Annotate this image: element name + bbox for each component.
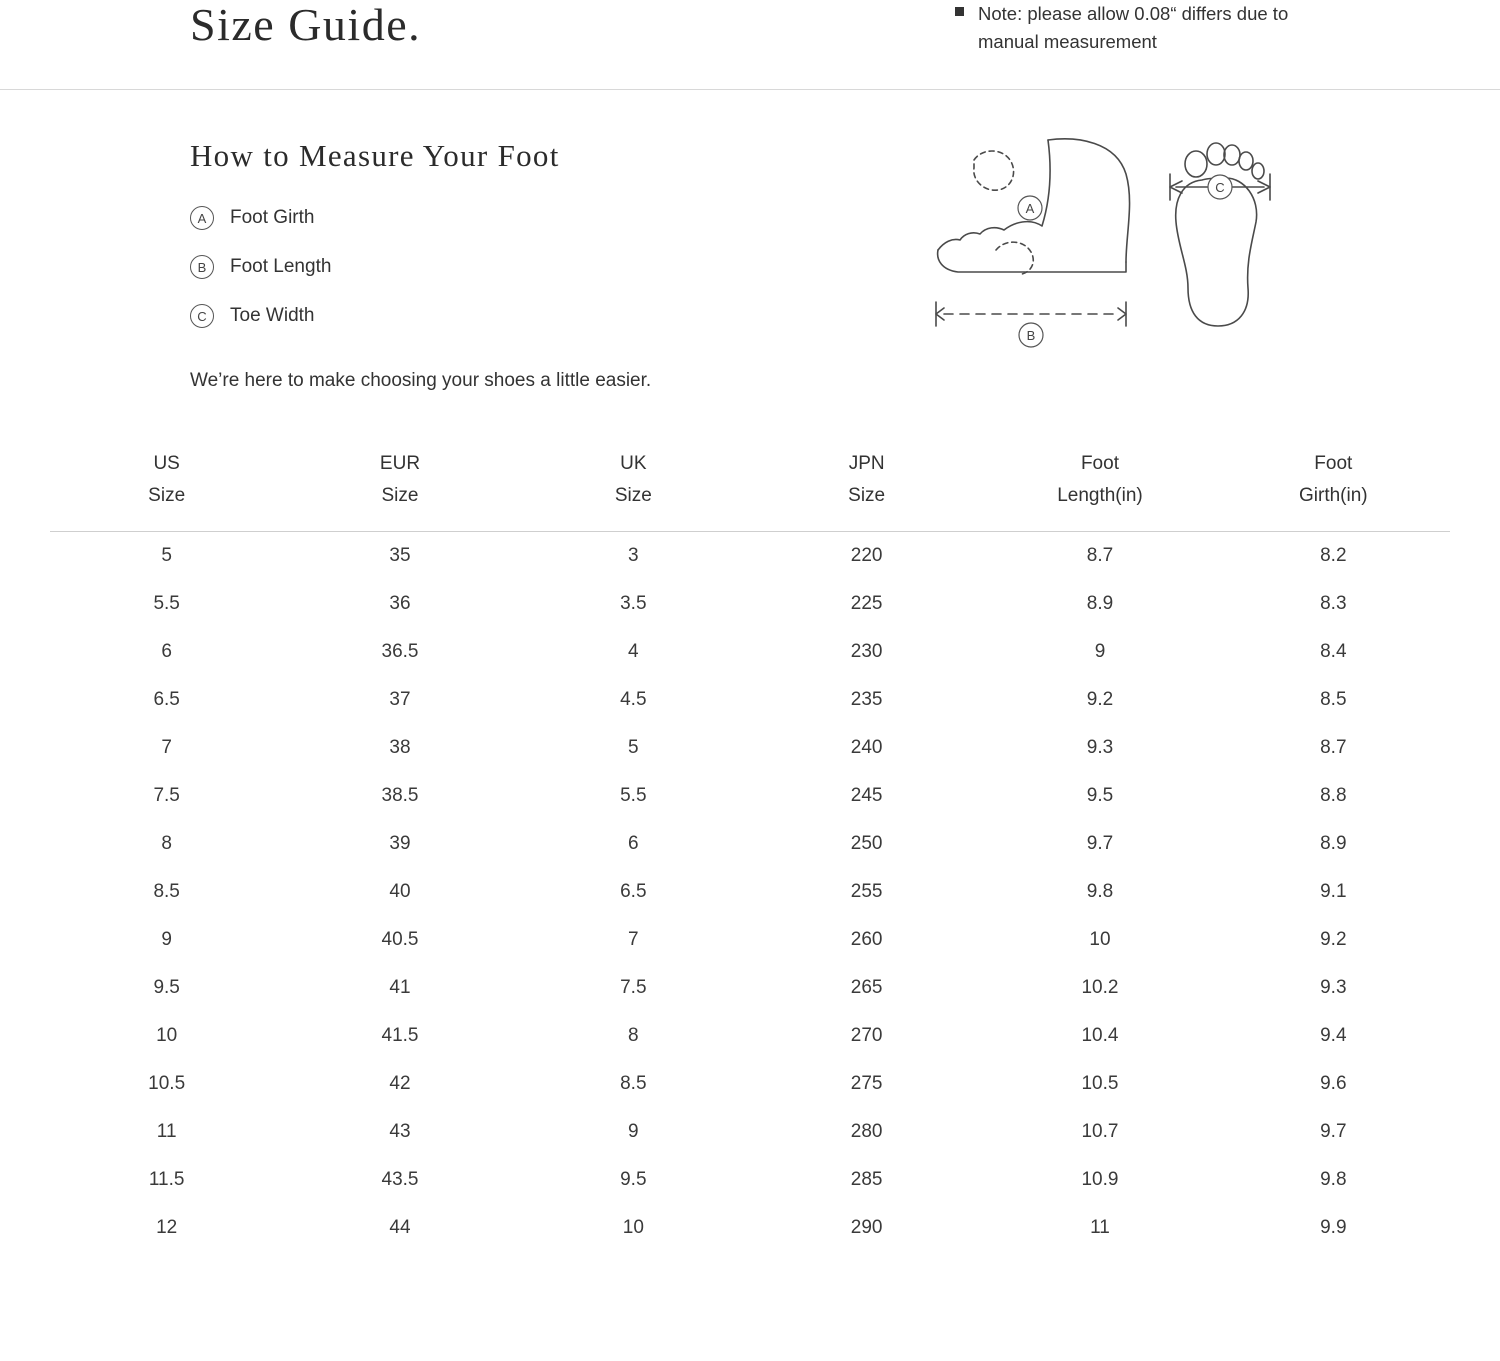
- table-cell: 38: [389, 736, 411, 758]
- table-cell: 7.5: [620, 976, 647, 998]
- table-cell: 240: [850, 736, 883, 758]
- table-cell: 10.9: [1081, 1168, 1119, 1190]
- marker-b-icon: B: [190, 255, 214, 279]
- table-row: [50, 820, 1450, 868]
- table-row: [50, 1204, 1450, 1252]
- table-cell: 9.2: [1086, 688, 1114, 710]
- table-cell: 41.5: [381, 1024, 419, 1046]
- measurement-note: [955, 0, 1318, 56]
- table-cell: 9.6: [1320, 1072, 1347, 1094]
- table-cell: 9.8: [1320, 1168, 1347, 1190]
- table-cell: 9.8: [1086, 880, 1114, 902]
- table-cell: 270: [850, 1024, 883, 1046]
- size-table: [50, 447, 1450, 1252]
- table-cell: 8.4: [1320, 640, 1347, 662]
- table-cell: 290: [850, 1216, 883, 1238]
- table-cell: 8.8: [1320, 784, 1347, 806]
- table-row: [50, 964, 1450, 1012]
- table-cell: 5.5: [153, 592, 180, 614]
- table-row: [50, 628, 1450, 676]
- table-row: [50, 580, 1450, 628]
- table-cell: 35: [389, 544, 411, 566]
- column-header-uk-size: [517, 447, 750, 531]
- table-cell: 9: [1094, 640, 1106, 662]
- column-header-line2: Size: [148, 485, 186, 507]
- table-cell: 8.3: [1320, 592, 1347, 614]
- column-header-line1: Foot: [1080, 453, 1119, 474]
- table-cell: 8.2: [1320, 544, 1347, 566]
- page-header: [0, 0, 1500, 90]
- table-cell: 8.7: [1320, 736, 1347, 758]
- column-header-foot-length: [983, 447, 1216, 531]
- table-cell: 7: [161, 736, 172, 758]
- table-cell: 9.7: [1320, 1120, 1347, 1142]
- table-cell: 8: [161, 832, 172, 854]
- table-row: [50, 676, 1450, 724]
- section-title: How to Measure Your Foot: [190, 138, 560, 173]
- table-cell: 6: [628, 832, 639, 854]
- table-cell: 8: [628, 1024, 639, 1046]
- column-header-line2: Length(in): [1057, 485, 1143, 507]
- marker-c-icon: C: [190, 304, 214, 328]
- table-row: [50, 916, 1450, 964]
- table-row: [50, 1060, 1450, 1108]
- table-cell: 38.5: [381, 784, 419, 806]
- table-cell: 9.3: [1320, 976, 1347, 998]
- table-row: [50, 724, 1450, 772]
- legend-label-foot-girth: Foot Girth: [230, 207, 315, 228]
- how-to-measure-section: [0, 90, 1500, 392]
- table-cell: 9.1: [1320, 880, 1347, 902]
- table-cell: 44: [389, 1216, 411, 1238]
- table-cell: 9.2: [1320, 928, 1347, 950]
- table-cell: 36.5: [381, 640, 419, 662]
- table-cell: 39: [389, 832, 411, 854]
- table-cell: 6.5: [620, 880, 647, 902]
- legend-label-foot-length: Foot Length: [230, 256, 332, 277]
- table-cell: 235: [850, 688, 883, 710]
- table-cell: 4: [628, 640, 639, 662]
- table-cell: 40: [389, 880, 411, 902]
- table-cell: 230: [850, 640, 883, 662]
- column-header-line1: US: [153, 453, 180, 474]
- svg-text:B: B: [1026, 328, 1036, 343]
- table-cell: 7: [628, 928, 639, 950]
- table-cell: 8.9: [1086, 592, 1114, 614]
- table-cell: 3: [628, 544, 639, 566]
- table-cell: 255: [850, 880, 883, 902]
- table-cell: 5.5: [620, 784, 647, 806]
- column-header-line2: Size: [848, 485, 886, 507]
- table-cell: 7.5: [153, 784, 180, 806]
- table-cell: 11: [156, 1120, 177, 1142]
- table-cell: 43: [389, 1120, 411, 1142]
- table-cell: 9.5: [620, 1168, 647, 1190]
- table-cell: 6.5: [153, 688, 180, 710]
- square-bullet-icon: [955, 7, 964, 16]
- table-row: [50, 1156, 1450, 1204]
- tagline: We’re here to make choosing your shoes a little easier.: [190, 370, 652, 391]
- table-cell: 225: [850, 592, 883, 614]
- column-header-line2: Size: [614, 485, 652, 507]
- table-cell: 12: [156, 1216, 178, 1238]
- table-cell: 10: [1089, 928, 1111, 950]
- table-cell: 9.5: [153, 976, 180, 998]
- column-header-line1: JPN: [848, 453, 885, 474]
- table-cell: 3.5: [620, 592, 647, 614]
- svg-text:A: A: [1025, 201, 1035, 216]
- table-row: [50, 531, 1450, 580]
- column-header-line2: Size: [381, 485, 419, 507]
- column-header-line2: Girth(in): [1299, 485, 1368, 507]
- table-cell: 9.5: [1086, 784, 1114, 806]
- table-cell: 10: [622, 1216, 644, 1238]
- table-cell: 9.3: [1086, 736, 1114, 758]
- table-cell: 9.4: [1320, 1024, 1347, 1046]
- table-body: [50, 531, 1450, 1252]
- marker-a-icon: A: [190, 206, 214, 230]
- table-cell: 10.5: [148, 1072, 186, 1094]
- svg-text:C: C: [1215, 180, 1225, 195]
- table-cell: 10.5: [1081, 1072, 1119, 1094]
- table-cell: 37: [389, 688, 411, 710]
- table-cell: 260: [850, 928, 883, 950]
- table-cell: 9: [628, 1120, 639, 1142]
- table-row: [50, 772, 1450, 820]
- table-cell: 275: [850, 1072, 883, 1094]
- table-cell: 220: [850, 544, 883, 566]
- table-cell: 5: [628, 736, 639, 758]
- table-cell: 250: [850, 832, 883, 854]
- column-header-foot-girth: [1217, 447, 1450, 531]
- size-chart: [0, 447, 1500, 1252]
- table-cell: 43.5: [381, 1168, 419, 1190]
- table-cell: 9: [161, 928, 172, 950]
- table-row: [50, 1108, 1450, 1156]
- table-cell: 11: [1090, 1216, 1110, 1238]
- table-cell: 10.4: [1081, 1024, 1119, 1046]
- table-cell: 8.5: [620, 1072, 647, 1094]
- table-row: [50, 868, 1450, 916]
- column-header-line1: UK: [620, 453, 647, 474]
- column-header-line1: Foot: [1314, 453, 1353, 474]
- table-cell: 9.7: [1086, 832, 1114, 854]
- table-cell: 4.5: [620, 688, 647, 710]
- column-header-eur-size: [283, 447, 516, 531]
- table-header-row: [50, 447, 1450, 531]
- table-cell: 280: [850, 1120, 883, 1142]
- table-cell: 9.9: [1320, 1216, 1347, 1238]
- table-cell: 36: [389, 592, 411, 614]
- column-header-jpn-size: [750, 447, 983, 531]
- legend-label-toe-width: Toe Width: [230, 305, 315, 326]
- table-cell: 10.2: [1081, 976, 1119, 998]
- table-cell: 8.7: [1086, 544, 1114, 566]
- table-cell: 285: [850, 1168, 883, 1190]
- measurement-note-text: Note: please allow 0.08“ differs due to manual measurement: [978, 3, 1289, 52]
- table-cell: 42: [389, 1072, 411, 1094]
- table-cell: 8.9: [1320, 832, 1347, 854]
- table-row: [50, 1012, 1450, 1060]
- table-cell: 6: [161, 640, 172, 662]
- column-header-us-size: [50, 447, 283, 531]
- table-cell: 245: [850, 784, 883, 806]
- table-cell: 8.5: [1320, 688, 1347, 710]
- table-cell: 40.5: [381, 928, 419, 950]
- table-cell: 10.7: [1081, 1120, 1119, 1142]
- column-header-line1: EUR: [379, 453, 421, 474]
- table-cell: 265: [850, 976, 883, 998]
- foot-measurement-diagram: [930, 130, 1330, 370]
- page-title: Size Guide.: [190, 0, 422, 50]
- table-cell: 11.5: [148, 1168, 185, 1190]
- table-cell: 41: [389, 976, 411, 998]
- table-cell: 8.5: [153, 880, 180, 902]
- table-cell: 5: [161, 544, 172, 566]
- table-cell: 10: [156, 1024, 178, 1046]
